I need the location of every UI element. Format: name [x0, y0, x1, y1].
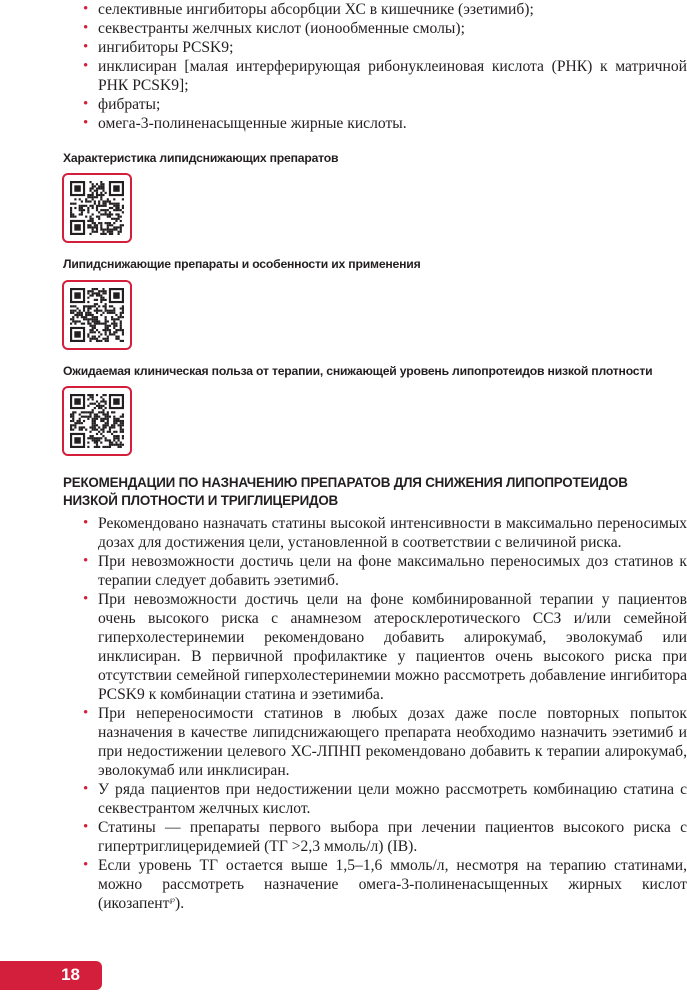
drug-class-list: [83, 0, 687, 133]
qr-code[interactable]: [62, 173, 132, 243]
list-item: • При невозможности достичь цели на фоне максимально переносимых доз статинов к терапии следует добавить эзетимиб.: [83, 553, 687, 589]
qr-section-heading: Ожидаемая клиническая польза от терапии, снижающей уровень липопротеидов низкой плотности: [63, 364, 653, 378]
list-item: • У ряда пациентов при недостижении цели можно рассмотреть комбинацию статина с секвестрантом желчных кислот.: [83, 781, 687, 817]
list-item: • При непереносимости статинов в любых дозах даже после повторных попыток назначения в качестве липидснижающего препарата необходимо назначить эзетимиб и при недостижении целевого ХС-ЛПНП рекомендовано добавить к терапии алирокумаб, эволокумаб или инклисиран.: [83, 705, 687, 779]
page-number-tab: [0, 961, 102, 990]
list-item: • При невозможности достичь цели на фоне комбинированной терапии у пациентов очень высокого риска с анамнезом атеросклеротического ССЗ и/или семейной гиперхолестеринемии рекомендовано добавить алирокумаб, эволокумаб или инклисиран. В первичной профилактике у пациентов очень высокого риска при отсутствии семейной гиперхолестеринемии можно рассмотреть добавление ингибитора PCSK9 к комбинации статина и эзетимиба.: [83, 591, 687, 703]
recommendations-list: [83, 514, 687, 913]
bullet: •: [83, 39, 89, 55]
qr-section-heading: Липидснижающие препараты и особенности их применения: [63, 257, 421, 271]
bullet: •: [83, 857, 89, 873]
list-item: • Статины — препараты первого выбора при лечении пациентов высокого риска с гипертриглицеридемией (ТГ >2,3 ммоль/л) (IB).: [83, 819, 687, 855]
qr-code[interactable]: [62, 386, 132, 456]
bullet: •: [83, 20, 89, 36]
list-item: • фибраты;: [83, 96, 161, 113]
qr-section-heading: Характеристика липидснижающих препаратов: [63, 151, 339, 165]
bullet: •: [83, 96, 89, 112]
list-item: • омега-3-полиненасыщенные жирные кислоты.: [83, 115, 407, 132]
list-item: • инклисиран [малая интерферирующая рибонуклеиновая кислота (РНК) к матричной РНК PCSK9];: [83, 58, 687, 94]
section-title: РЕКОМЕНДАЦИИ ПО НАЗНАЧЕНИЮ ПРЕПАРАТОВ ДЛЯ СНИЖЕНИЯ ЛИПОПРОТЕИДОВ НИЗКОЙ ПЛОТНОСТИ И ТРИГЛИЦЕРИДОВ: [63, 475, 628, 508]
bullet: •: [83, 591, 89, 607]
list-item: • селективные ингибиторы абсорбции ХС в кишечнике (эзетимиб);: [83, 1, 534, 18]
bullet: •: [83, 515, 89, 531]
registered-mark: ℘: [169, 894, 175, 904]
qr-code-icon: [70, 288, 124, 342]
page-number: 18: [61, 965, 80, 984]
list-item: • Если уровень ТГ остается выше 1,5–1,6 ммоль/л, несмотря на терапию статинами, можно рассмотреть назначение омега-3-полиненасыщенных жирных кислот (икозапент℘).: [83, 857, 687, 912]
qr-code-icon: [70, 181, 124, 235]
bullet: •: [83, 1, 89, 17]
bullet: •: [83, 705, 89, 721]
list-item: • секвестранты желчных кислот (ионообменные смолы);: [83, 20, 465, 37]
bullet: •: [83, 115, 89, 131]
qr-code[interactable]: [62, 280, 132, 350]
bullet: •: [83, 553, 89, 569]
list-item: • Рекомендовано назначать статины высокой интенсивности в максимально переносимых дозах для достижения цели, установленной в соответствии с величиной риска.: [83, 515, 687, 551]
bullet: •: [83, 819, 89, 835]
list-item: • ингибиторы PCSK9;: [83, 39, 234, 56]
bullet: •: [83, 58, 89, 74]
bullet: •: [83, 781, 89, 797]
qr-code-icon: [70, 394, 124, 448]
